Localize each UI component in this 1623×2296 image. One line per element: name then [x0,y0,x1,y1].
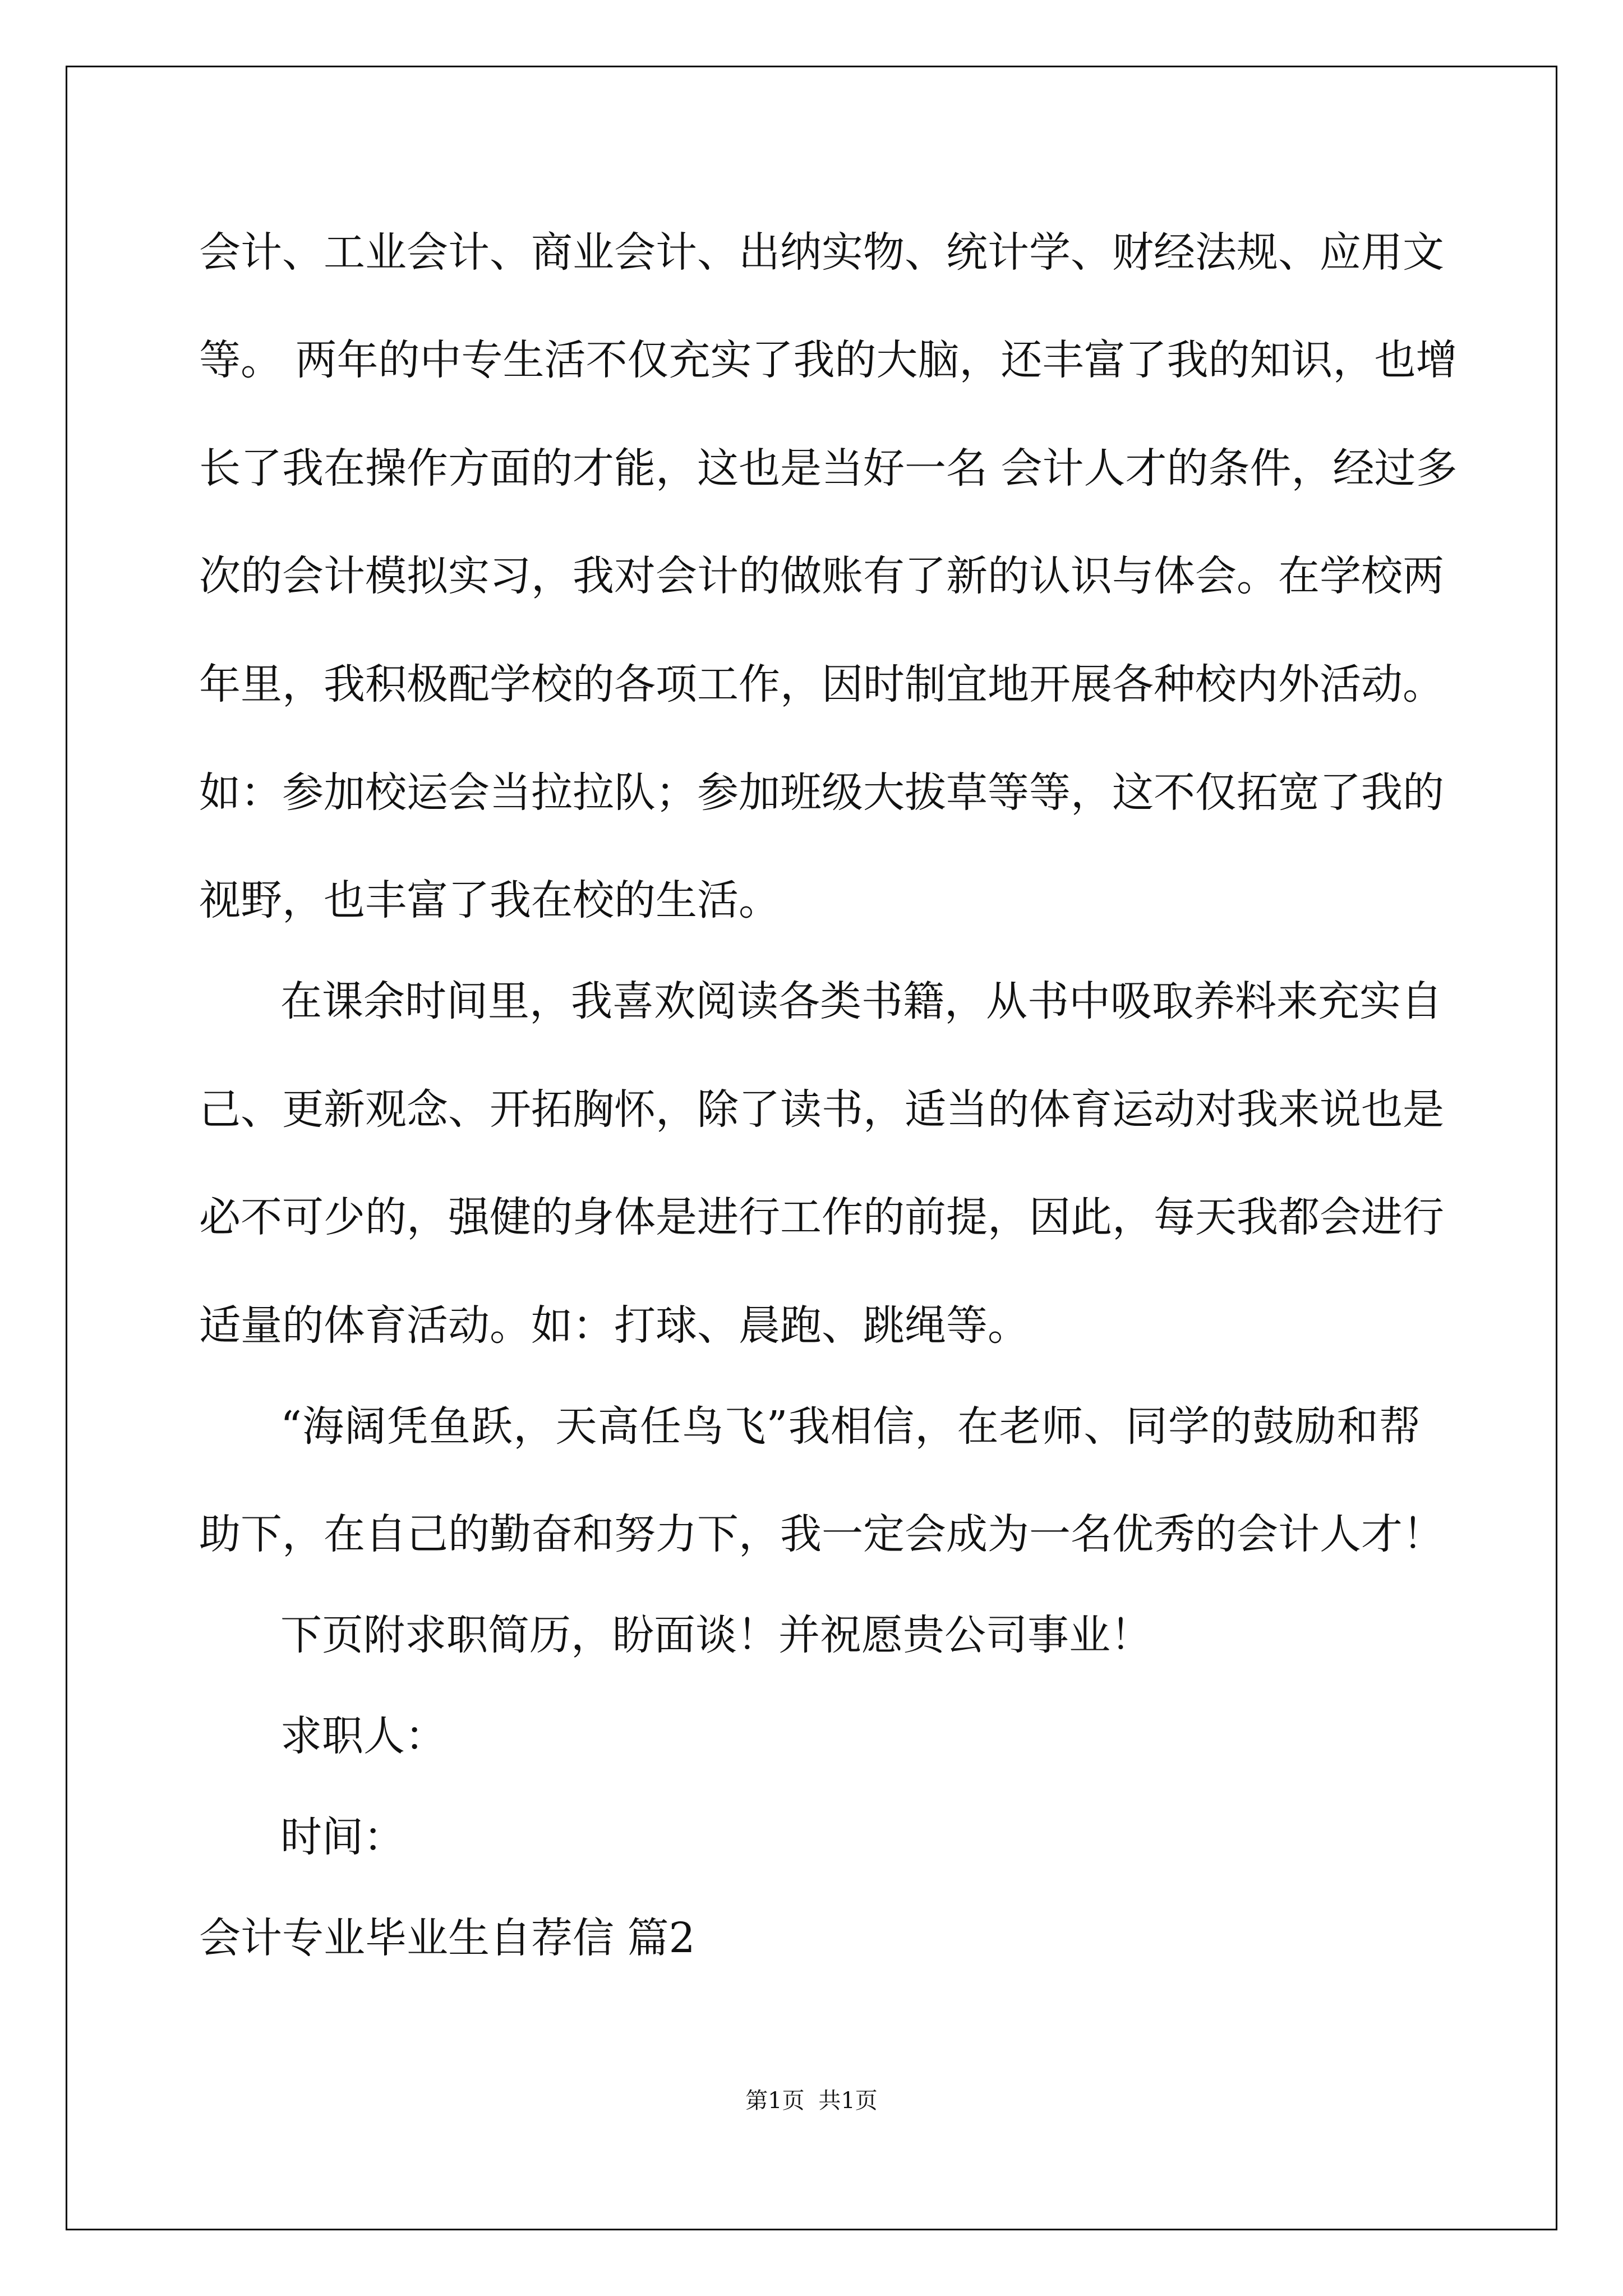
page-border [66,66,1557,2230]
signature-label: 求职人： [280,1712,446,1760]
page-total: 共1页 [818,2088,878,2114]
section-heading: 会计专业毕业生自荐信 篇2 [199,1914,695,1962]
paragraph-line: 助下，在自己的勤奋和努力下，我一定会成为一名优秀的会计人才！ [199,1510,1444,1558]
paragraph-line: 必不可少的，强健的身体是进行工作的前提，因此，每天我都会进行 [199,1193,1444,1241]
paragraph-line: 己、更新观念、开拓胸怀，除了读书，适当的体育运动对我来说也是 [199,1085,1444,1134]
paragraph-line: 会计、工业会计、商业会计、出纳实物、统计学、财经法规、应用文 [199,228,1444,277]
paragraph-line: 在课余时间里，我喜欢阅读各类书籍，从书中吸取养料来充实自 [280,977,1442,1025]
paragraph-line: 适量的体育活动。如：打球、晨跑、跳绳等。 [199,1301,1029,1350]
paragraph-line: 下页附求职简历，盼面谈！并祝愿贵公司事业！ [280,1611,1152,1659]
date-label: 时间： [280,1813,405,1861]
paragraph-line: 次的会计模拟实习，我对会计的做账有了新的认识与体会。在学校两 [199,552,1444,600]
paragraph-line: 等。 两年的中专生活不仅充实了我的大脑，还丰富了我的知识，也增 [199,336,1458,384]
page-footer [0,2084,1623,2118]
paragraph-line: “海阔凭鱼跃，天高任鸟飞”我相信，在老师、同学的鼓励和帮 [280,1402,1421,1451]
paragraph-line: 如：参加校运会当拉拉队；参加班级大拔草等等，这不仅拓宽了我的 [199,769,1444,817]
page-number: 第1页 [745,2088,805,2114]
paragraph-line: 视野，也丰富了我在校的生活。 [199,876,780,924]
paragraph-line: 长了我在操作方面的才能，这也是当好一名 会计人才的条件，经过多 [199,444,1458,493]
paragraph-line: 年里，我积极配学校的各项工作，因时制宜地开展各种校内外活动。 [199,660,1444,708]
